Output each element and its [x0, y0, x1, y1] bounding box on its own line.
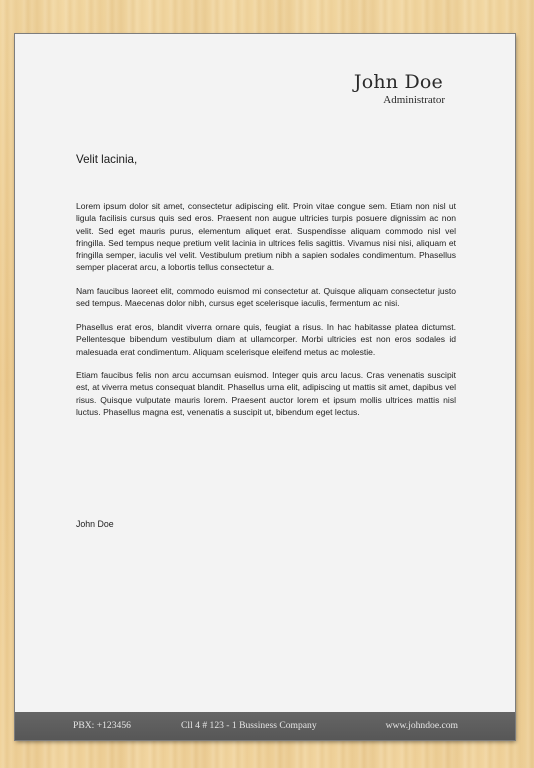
letter-body	[76, 200, 456, 430]
letter-paragraph: Etiam faucibus felis non arcu accumsan euismod. Integer quis arcu lacus. Cras venenatis suscipit est, at viverra metus consequat blandit. Phasellus urna elit, adipiscing ut mattis sit amet, dapibus vel risus. Quisque vulputate mauris lorem. Praesent auctor lorem et ipsum mollis ultrices mattis nisl luctus. Phasellus magna est, venenatis a suscipit ut, bibendum eget lectus.	[76, 370, 456, 418]
letter-paragraph: Nam faucibus laoreet elit, commodo euismod mi consectetur at. Quisque aliquam consectetur justo sed tempus. Maecenas dolor nibh, cursus eget scelerisque iaculis, fermentum ac nisi.	[76, 286, 456, 309]
footer-bar	[15, 712, 515, 740]
footer-address: Cll 4 # 123 - 1 Bussiness Company	[181, 720, 317, 731]
letter-salutation: Velit lacinia,	[76, 153, 138, 166]
letter-paragraph: Phasellus erat eros, blandit viverra ornare quis, feugiat a risus. In hac habitasse platea dictumst. Pellentesque bibendum vestibulum diam at ullamcorper. Morbi ultricies est non eros sodales id malesuada erat condimentum. Aliquam scelerisque eleifend metus ac molestie.	[76, 321, 456, 357]
header-name: John Doe	[353, 71, 443, 93]
letterhead-page	[15, 34, 515, 740]
footer-phone: PBX: +123456	[73, 720, 131, 731]
letter-paragraph: Lorem ipsum dolor sit amet, consectetur adipiscing elit. Proin vitae congue sem. Etiam non nisl ut ligula facilisis cursus quis sed eros. Praesent non augue ultricies turpis posuere dignissim ac non velit. Sed eget mauris purus, elementum aliquet erat. Suspendisse aliquam commodo nisl vel fringilla. Sed tempus neque pretium velit lacinia in ultrices felis sagittis. Vivamus nisi nisi, aliquam et fringilla semper, iaculis vel velit. Vestibulum pretium nibh a sapien sodales condimentum. Phasellus semper placerat arcu, a lobortis tellus consectetur a.	[76, 201, 456, 273]
header-role: Administrator	[383, 94, 445, 106]
footer-website: www.johndoe.com	[385, 720, 458, 731]
letter-signature: John Doe	[76, 519, 114, 529]
